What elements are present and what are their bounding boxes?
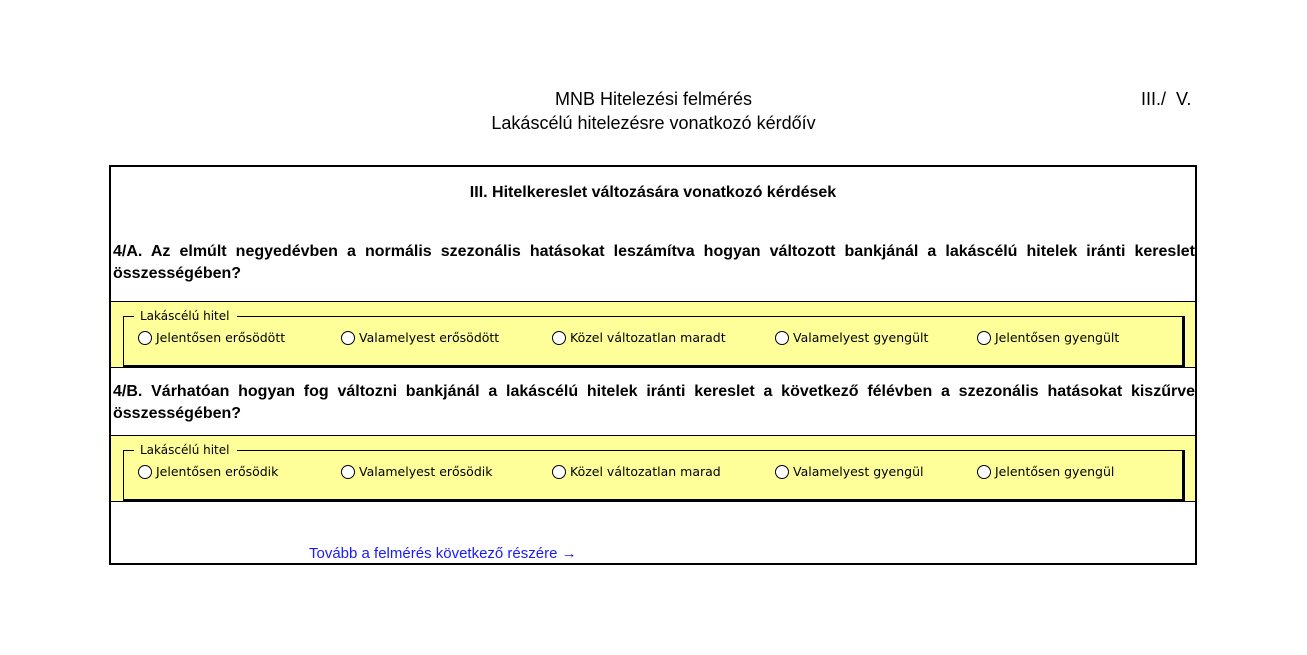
radio-button[interactable] [138, 465, 152, 479]
radio-option-4a-4[interactable] [775, 330, 928, 345]
survey-form [109, 165, 1197, 565]
next-section-link[interactable]: Tovább a felmérés következő részére → [309, 545, 577, 562]
survey-title: MNB Hitelezési felmérés [554, 89, 753, 109]
radio-option-4b-3[interactable] [552, 464, 721, 479]
radio-option-label: Valamelyest gyengült [793, 330, 929, 345]
radio-button[interactable] [138, 331, 152, 345]
radio-option-4b-2[interactable] [341, 464, 492, 479]
radio-option-4b-5[interactable] [977, 464, 1114, 479]
radio-option-label: Jelentősen gyengült [995, 330, 1120, 345]
radio-group-label: Lakáscélú hitel [134, 308, 237, 324]
radio-option-4a-1[interactable] [138, 330, 285, 345]
radio-button[interactable] [341, 465, 355, 479]
question-4b-text: 4/B. Várhatóan hogyan fog változni bankjánál a lakáscélú hitelek iránti kereslet a következő félévben a szezonális hatásokat kiszűrve összességében? [113, 383, 1195, 422]
radio-option-4b-4[interactable] [775, 464, 923, 479]
radio-button[interactable] [552, 331, 566, 345]
radio-option-4a-3[interactable] [552, 330, 726, 345]
radio-option-label: Jelentősen gyengül [995, 464, 1115, 479]
radio-option-label: Valamelyest erősödött [359, 330, 500, 345]
answer-band-4b [111, 435, 1195, 502]
radio-option-label: Valamelyest gyengül [793, 464, 924, 479]
radio-group-label: Lakáscélú hitel [134, 442, 237, 458]
radio-option-label: Közel változatlan maradt [570, 330, 726, 345]
radio-group-4b [123, 443, 1185, 502]
radio-option-4b-1[interactable] [138, 464, 278, 479]
radio-button[interactable] [341, 331, 355, 345]
radio-button[interactable] [977, 465, 991, 479]
radio-option-4a-5[interactable] [977, 330, 1119, 345]
page-indicator: III./ V. [1141, 89, 1192, 109]
radio-option-4a-2[interactable] [341, 330, 499, 345]
radio-button[interactable] [977, 331, 991, 345]
radio-button[interactable] [775, 465, 789, 479]
section-title: III. Hitelkereslet változására vonatkozó kérdések [469, 184, 837, 201]
radio-option-label: Valamelyest erősödik [359, 464, 493, 479]
answer-band-4a [111, 301, 1195, 368]
radio-group-4a [123, 309, 1185, 368]
radio-option-label: Jelentősen erősödött [156, 330, 286, 345]
radio-option-label: Jelentősen erősödik [156, 464, 279, 479]
radio-button[interactable] [775, 331, 789, 345]
radio-button[interactable] [552, 465, 566, 479]
question-4a-text: 4/A. Az elmúlt negyedévben a normális szezonális hatásokat leszámítva hogyan változott bankjánál a lakáscélú hitelek iránti kereslet összességében? [113, 243, 1195, 282]
radio-option-label: Közel változatlan marad [570, 464, 721, 479]
survey-subtitle: Lakáscélú hitelezésre vonatkozó kérdőív [491, 113, 816, 133]
